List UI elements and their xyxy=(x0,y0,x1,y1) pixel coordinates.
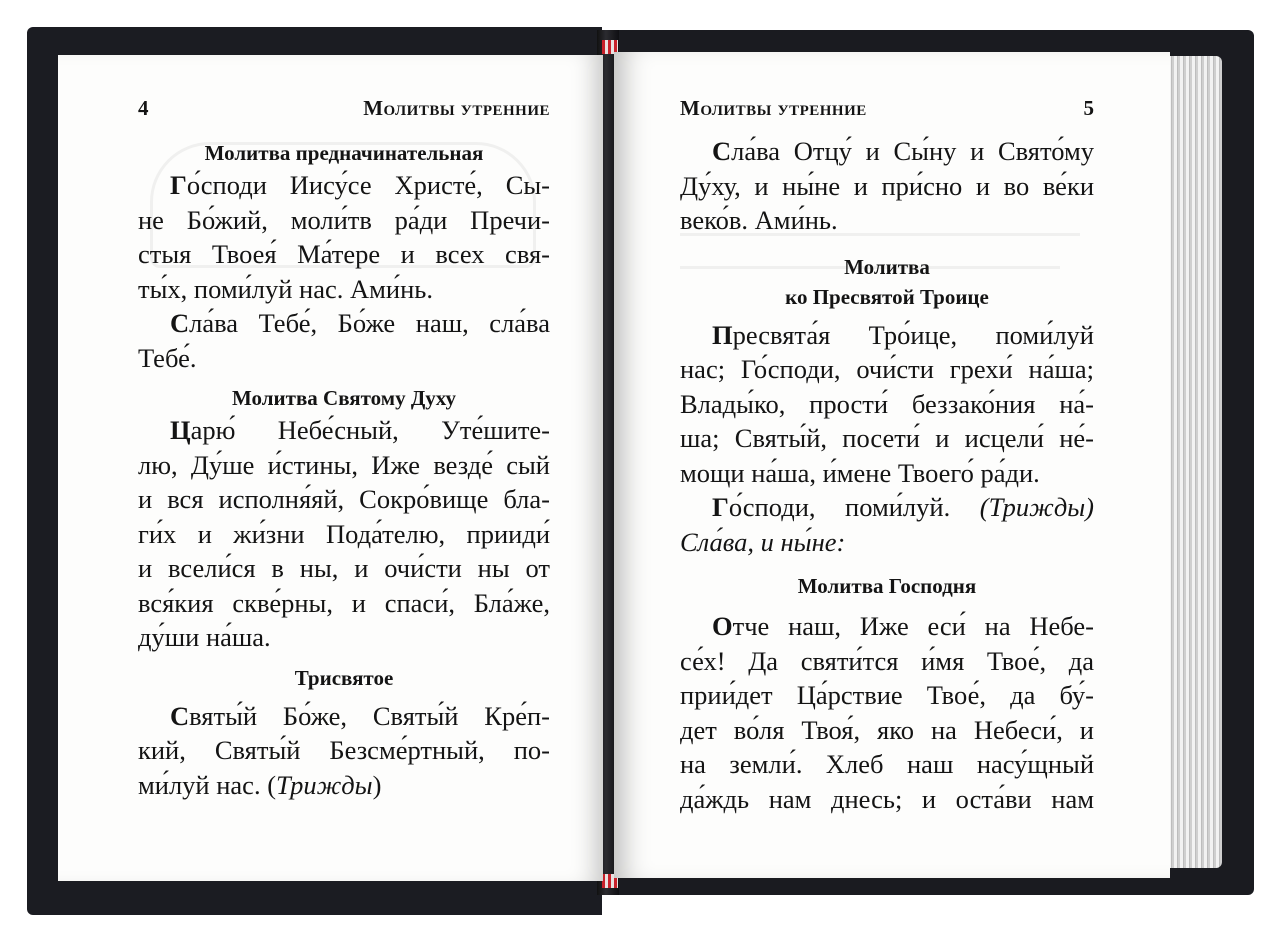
text-line: Пресвята́я Тро́ице, поми́луй xyxy=(712,319,1094,350)
page-number: 5 xyxy=(1083,96,1094,120)
text-line: ша; Святы́й, посети́ и исцели́ не́- xyxy=(680,423,1094,453)
text-line: Святы́й Бо́же, Святы́й Кре́п- xyxy=(170,700,550,731)
text-line: Царю́ Небе́сный, Уте́шите- xyxy=(170,415,550,445)
prayer-paragraph xyxy=(138,413,550,655)
text-line: мощи на́ша, и́мене Твоего́ ра́ди. xyxy=(680,457,1040,488)
kyrie-text: Го́споди, поми́луй. xyxy=(712,492,951,522)
running-title: Молитвы утренние xyxy=(363,96,550,120)
text-line: нас; Го́споди, очи́сти грехи́ на́ша; xyxy=(680,354,1094,384)
text-line: прии́дет Ца́рствие Твое́, да бу́- xyxy=(680,680,1094,710)
section-heading: Молитва xyxy=(844,254,930,279)
text-line: лю, Ду́ше и́стины, Иже везде́ сый xyxy=(138,449,550,480)
page-number: 4 xyxy=(138,96,149,120)
section-heading: Молитва предначинательная xyxy=(204,141,484,165)
prayer-paragraph xyxy=(138,699,550,803)
text-line: Влады́ко, прости́ беззако́ния на́- xyxy=(680,388,1094,419)
running-title: Молитвы утренние xyxy=(680,96,867,120)
text-line: да́ждь нам днесь; и оста́ви нам xyxy=(680,783,1094,814)
rubric: (Трижды) xyxy=(979,492,1094,522)
text-line: веко́в. Ами́нь. xyxy=(680,205,838,235)
text-line: Ду́ху, и ны́не и при́сно и во ве́ки xyxy=(680,170,1094,201)
text-line xyxy=(680,490,1094,525)
prayer-paragraph xyxy=(680,490,1094,559)
text-line: и всели́ся в ны, и очи́сти ны от xyxy=(138,553,550,583)
section-heading: Молитва Господня xyxy=(797,574,977,598)
left-page-text xyxy=(138,96,550,802)
text-line: Тебе́. xyxy=(138,342,197,373)
text-line: вся́кия скве́рны, и спаси́, Бла́же, xyxy=(138,587,550,618)
text-line: кий, Святы́й Безсме́ртный, по- xyxy=(138,735,550,765)
section-heading: ко Пресвятой Троице xyxy=(785,284,989,309)
text-line: дет во́ля Твоя́, яко на Небеси́, и xyxy=(680,714,1094,745)
text-line: се́х! Да святи́тся и́мя Твое́, да xyxy=(680,645,1094,676)
prayer-paragraph xyxy=(680,318,1094,491)
text-line: ты́х, поми́луй нас. Ами́нь. xyxy=(138,273,433,304)
right-page-header xyxy=(680,96,1094,132)
text-line: Го́споди Иису́се Христе́, Сы- xyxy=(170,170,550,200)
section-heading: Трисвятое xyxy=(294,665,394,690)
text-line: Сла́ва Отцу́ и Сы́ну и Свято́му xyxy=(712,136,1094,166)
text-line: на земли́. Хлеб наш насу́щный xyxy=(680,749,1094,779)
text-line: Сла́ва Тебе́, Бо́же наш, сла́ва xyxy=(170,308,550,338)
section-heading: Молитва Святому Духу xyxy=(232,386,456,410)
text-line: стыя Твоея́ Ма́тере и всех свя- xyxy=(138,239,550,269)
rubric: Сла́ва, и ны́не: xyxy=(680,526,846,557)
text-line: Отче наш, Иже еси́ на Небе- xyxy=(712,611,1094,641)
prayer-paragraph xyxy=(138,306,550,375)
left-page-header xyxy=(138,96,550,132)
prayer-paragraph xyxy=(680,134,1094,238)
text-line: ги́х и жи́зни Пода́телю, прииди́ xyxy=(138,518,550,549)
page-edges xyxy=(1166,56,1222,868)
prayer-paragraph xyxy=(680,609,1094,816)
text-line: не Бо́жий, моли́тв ра́ди Пречи- xyxy=(138,204,550,235)
text-line: ду́ши на́ша. xyxy=(138,622,271,652)
text-line: ми́луй нас. (Трижды) xyxy=(138,769,382,800)
text-line: и вся исполня́яй, Сокро́вище бла- xyxy=(138,484,550,514)
right-page-text xyxy=(680,96,1094,816)
prayer-paragraph xyxy=(138,168,550,306)
